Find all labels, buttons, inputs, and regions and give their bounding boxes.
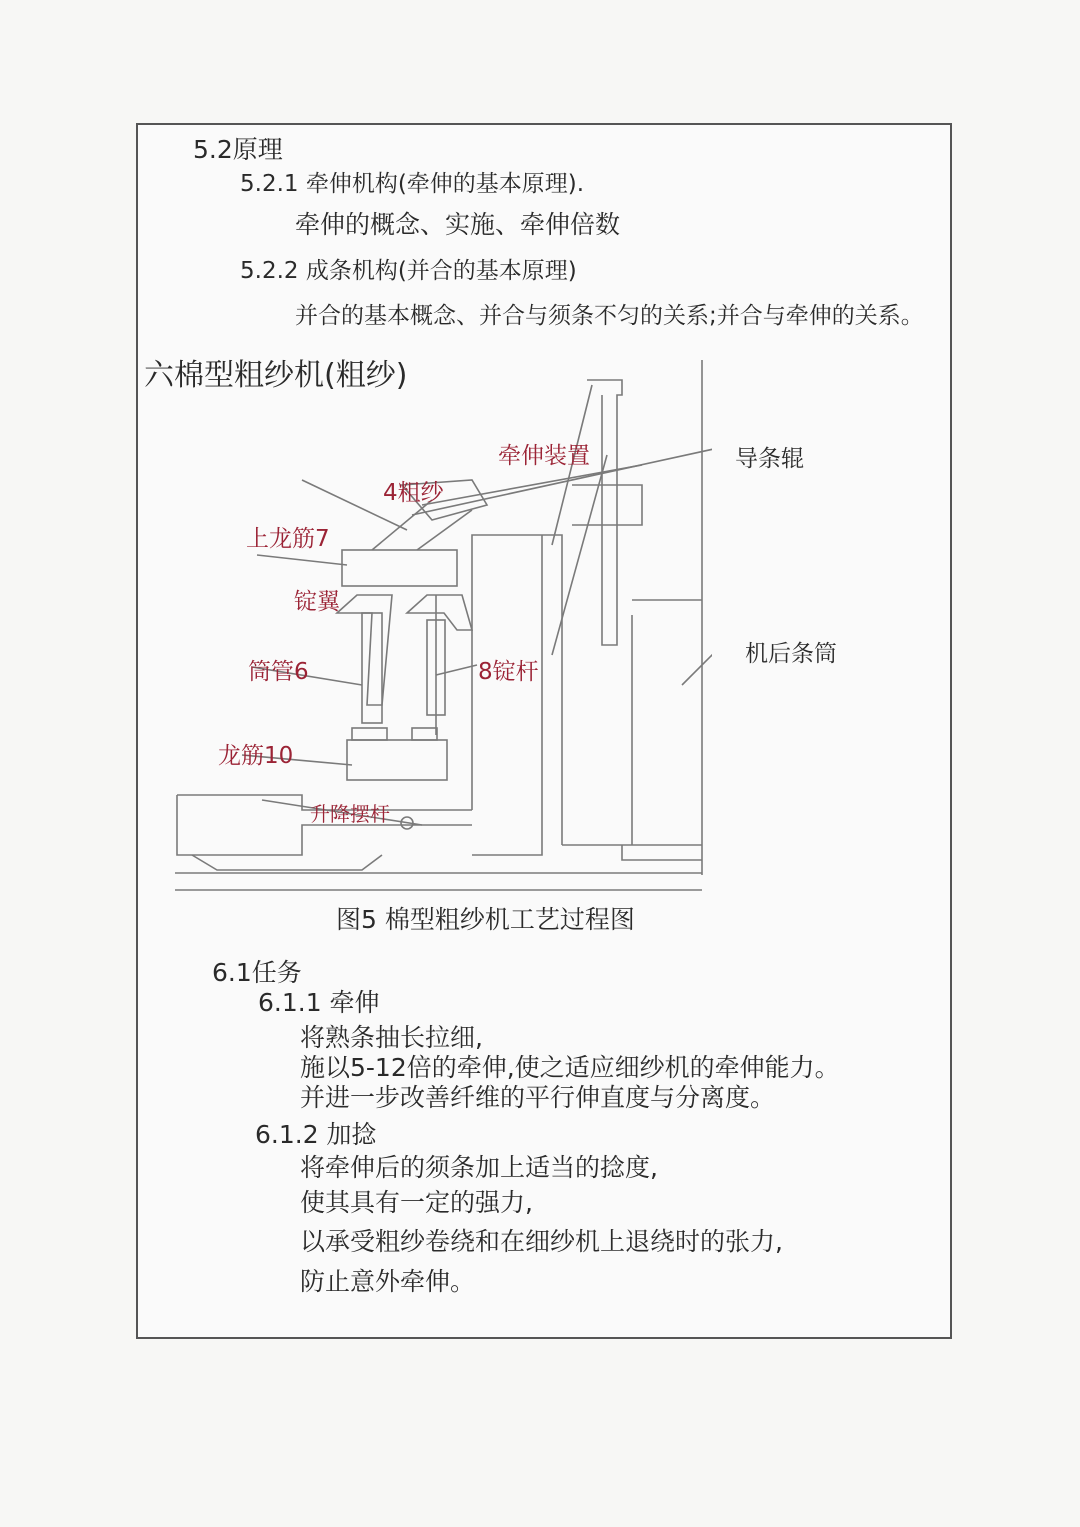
text-6-1-2-line-2: 使其具有一定的强力, bbox=[300, 1188, 533, 1217]
label-bobbin: 筒管6 bbox=[248, 659, 309, 685]
roving-machine-diagram bbox=[172, 355, 712, 900]
heading-6-1-2: 6.1.2 加捻 bbox=[255, 1120, 377, 1149]
label-back-can: 机后条筒 bbox=[745, 641, 837, 667]
heading-5-2-1: 5.2.1 牵伸机构(牵伸的基本原理). bbox=[240, 171, 585, 197]
label-lift-lever: 升降摆杆 bbox=[310, 802, 390, 826]
text-6-1-1-line-3: 并进一步改善纤维的平行伸直度与分离度。 bbox=[300, 1083, 776, 1112]
text-6-1-1-line-1: 将熟条抽长拉细, bbox=[300, 1023, 483, 1052]
heading-6-1: 6.1任务 bbox=[212, 958, 302, 987]
text-6-1-1-line-2: 施以5-12倍的牵伸,使之适应细纱机的牵伸能力。 bbox=[300, 1053, 840, 1082]
label-upper-rail: 上龙筋7 bbox=[246, 526, 330, 552]
heading-section-6: 六棉型粗纱机(粗纱) bbox=[144, 358, 408, 393]
text-6-1-2-line-3: 以承受粗纱卷绕和在细纱机上退绕时的张力, bbox=[300, 1227, 783, 1256]
label-drafting-device: 牵伸装置 bbox=[498, 443, 590, 469]
label-spindle: 8锭杆 bbox=[478, 659, 539, 685]
text-6-1-2-line-1: 将牵伸后的须条加上适当的捻度, bbox=[300, 1153, 658, 1182]
label-flyer: 锭翼 bbox=[294, 589, 340, 615]
label-guide-roller: 导条辊 bbox=[735, 446, 804, 472]
heading-5-2: 5.2原理 bbox=[193, 135, 283, 164]
heading-5-2-2: 5.2.2 成条机构(并合的基本原理) bbox=[240, 258, 577, 284]
figure-caption: 图5 棉型粗纱机工艺过程图 bbox=[336, 905, 635, 934]
label-rail: 龙筋10 bbox=[218, 743, 294, 769]
text-5-2-2-body: 并合的基本概念、并合与须条不匀的关系;并合与牵伸的关系。 bbox=[295, 303, 924, 329]
label-roving: 4粗纱 bbox=[383, 480, 444, 506]
heading-6-1-1: 6.1.1 牵伸 bbox=[258, 988, 380, 1017]
text-5-2-1-body: 牵伸的概念、实施、牵伸倍数 bbox=[295, 210, 621, 239]
text-6-1-2-line-4: 防止意外牵伸。 bbox=[300, 1267, 476, 1296]
